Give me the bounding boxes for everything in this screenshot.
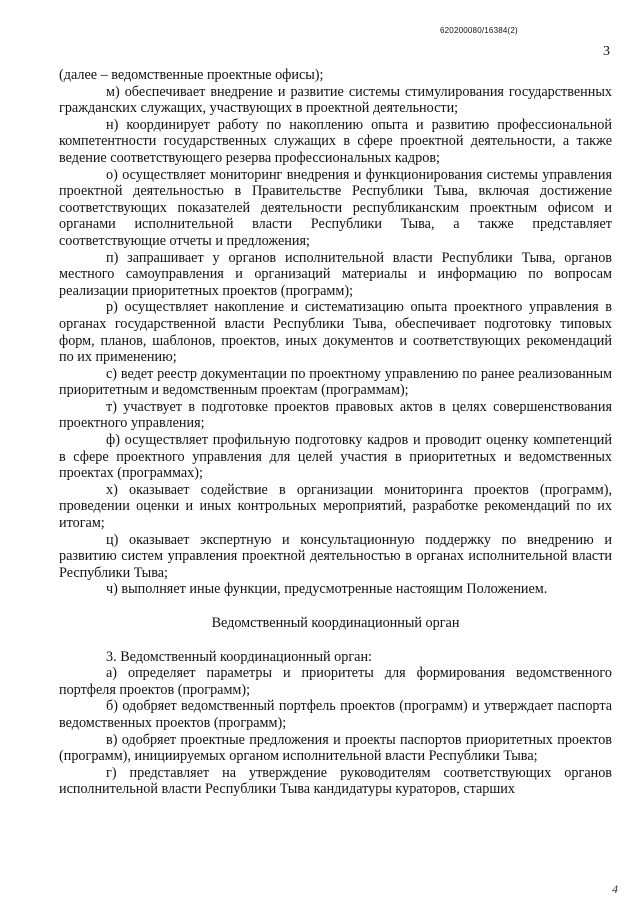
section-paragraph: а) определяет параметры и приоритеты для формирования ведомственного портфеля проектов (программ); — [59, 665, 612, 698]
paragraph: м) обеспечивает внедрение и развитие системы стимулирования государственных гражданских служащих, участвующих в проектной деятельности; — [59, 83, 612, 117]
section-paragraph: 3. Ведомственный координационный орган: — [106, 648, 372, 665]
document-id: 620200080/16384(2) — [440, 26, 518, 35]
section-heading: Ведомственный координационный орган — [211, 615, 460, 631]
paragraph: п) запрашивает у органов исполнительной власти Республики Тыва, органов местного самоуправления и организаций материалы и информацию по вопросам реализации приоритетных проектов (программ); — [59, 249, 612, 299]
paragraph: х) оказывает содействие в организации мониторинга проектов (программ), проведении оценки и иных контрольных мероприятий, разработке рекомендаций по их итогам; — [59, 481, 612, 532]
page-number: 3 — [603, 44, 610, 59]
paragraph: о) осуществляет мониторинг внедрения и функционирования системы управления проектной деятельностью в Правительстве Республики Тыва, включая достижение соответствующих показателей деятельности республиканским проектным офисом и органами исполнительной власти Республики Тыва, а также представляет соответствующие отчеты и предложения; — [59, 166, 612, 249]
paragraph: с) ведет реестр документации по проектному управлению по ранее реализованным приоритетным и ведомственным проектам (программам); — [59, 365, 612, 399]
section-paragraph: г) представляет на утверждение руководителям соответствующих органов исполнительной власти Республики Тыва кандидатуры кураторов, старших — [59, 764, 612, 798]
document-body — [59, 67, 612, 798]
paragraph: ц) оказывает экспертную и консультационную поддержку по внедрению и развитию систем управления проектной деятельностью в органах исполнительной власти Республики Тыва; — [59, 531, 612, 581]
paragraph: (далее – ведомственные проектные офисы); — [59, 67, 324, 83]
paragraph: ф) осуществляет профильную подготовку кадров и проводит оценку компетенций в сфере проектного управления для целей участия в приоритетных и ведомственных проектах (программах); — [59, 432, 612, 482]
paragraph: ч) выполняет иные функции, предусмотренные настоящим Положением. — [106, 581, 548, 598]
section-paragraph: б) одобряет ведомственный портфель проектов (программ) и утверждает паспорта ведомственных проектов (программ); — [59, 698, 612, 731]
paragraph: т) участвует в подготовке проектов правовых актов в целях совершенствования проектного управления; — [59, 398, 612, 432]
section-paragraph: в) одобряет проектные предложения и проекты паспортов приоритетных проектов (программ), инициируемых органом исполнительной власти Республики Тыва; — [59, 731, 612, 765]
paragraph: н) координирует работу по накоплению опыта и развитию профессиональной компетентности государственных служащих в сфере проектной деятельности, а также ведение соответствующего резерва профессиональных кадров; — [59, 116, 612, 166]
paragraph: р) осуществляет накопление и систематизацию опыта проектного управления в органах государственной власти Республики Тыва, обеспечивает подготовку типовых форм, планов, шаблонов, проектов, иных документов и соответствующих рекомендаций по их применению; — [59, 299, 612, 366]
corner-mark: 4 — [612, 882, 618, 896]
